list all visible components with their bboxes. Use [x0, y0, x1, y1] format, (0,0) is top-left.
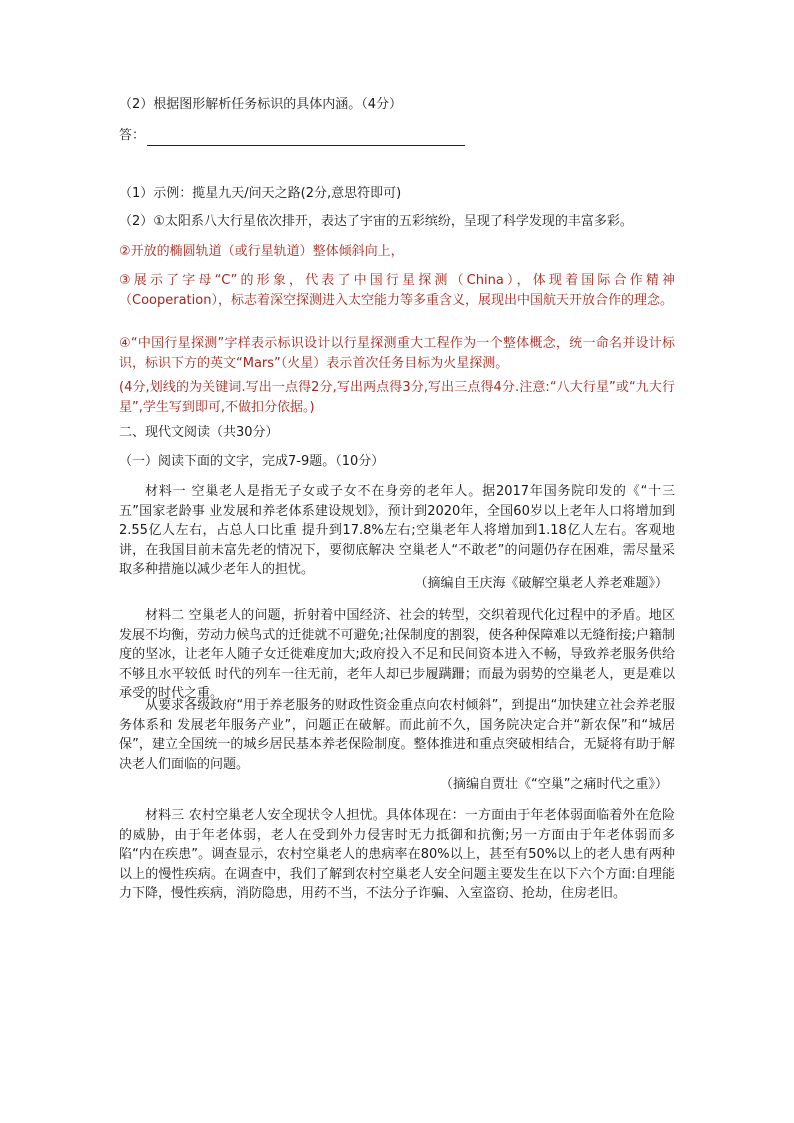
section-subtitle: （一）阅读下面的文字，完成7-9题。（10分）: [119, 454, 385, 469]
section-title: 二、现代文阅读（共30分）: [119, 425, 279, 440]
answer-label: 答：: [119, 128, 146, 143]
answer-2-point-2: ②开放的椭圆轨道（或行星轨道）整体倾斜向上，: [119, 244, 404, 259]
material-2-paragraph-1: 材料二 空巢老人的问题，折射着中国经济、社会的转型，交织着现代化过程中的矛盾。地区发展不均衡，劳动力候鸟式的迁徙就不可避免;社保制度的割裂，使各种保障难以无缝衔接;户籍制度的坚冰，让老年人随子女迁徙难度加大;政府投入不足和民间资本进入不畅，导致养老服务供给不够且水平较低 时代的列车一往无前，老年人却已步履蹒跚；而最为弱势的空巢老人，更是难以承受的时代之重。: [119, 608, 675, 701]
answer-2-point-4: ④“中国行星探测”字样表示标识设计以行星探测重大工程作为一个整体概念，统一命名并设计标识，标识下方的英文“Mars”（火星）表示首次任务目标为火星探测。: [119, 336, 675, 371]
material-2-source: （摘编自贾壮《“空巢”之痛时代之重》）: [440, 777, 668, 792]
material-1-source: （摘编自王庆海《破解空巢老人养老难题》）: [414, 576, 668, 591]
question-2: （2）根据图形解析任务标识的具体内涵。（4分）: [119, 97, 403, 112]
material-3: 材料三 农村空巢老人安全现状令人担忧。具体体现在：一方面由于年老体弱面临着外在危险的威胁，由于年老体弱，老人在受到外力侵害时无力抵御和抗衡;另一方面由于年老体弱而多陷“内在疾患”。调查显示，农村空巢老人的患病率在80%以上，甚至有50%以上的老人患有两种以上的慢性疾病。在调查中，我们了解到农村空巢老人安全问题主要发生在以下六个方面:自理能力下降，慢性疾病，消防隐患，用药不当，不法分子诈骗、入室盗窃、抢劫，住房老旧。: [119, 808, 675, 901]
scoring-note: (4分,划线的为关键词.写出一点得2分,写出两点得3分,写出三点得4分.注意:“八大行星”或“九大行星”,学生写到即可,不做扣分依据。): [119, 380, 675, 415]
material-1: 材料一 空巢老人是指无子女或子女不在身旁的老年人。据2017年国务院印发的《“十三五”国家老龄事 业发展和养老体系建设规划》，预计到2020年，全国60岁以上老年人口将增加到2.55亿人左右，占总人口比重 提升到17.8%左右;空巢老年人将增加到1.18亿人左右。客观地讲，在我国目前未富先老的情况下，要彻底解决 空巢老人“不敢老”的问题仍存在困难，需尽量采取多种措施以减少老年人的担忧。: [119, 484, 675, 577]
answer-row: [119, 126, 465, 146]
answer-1: （1）示例：揽星九天/问天之路(2分,意思符即可): [119, 186, 402, 201]
material-2-paragraph-2: 从要求各级政府“用于养老服务的财政性资金重点向农村倾斜”，到提出“加快建立社会养老服务体系和 发展老年服务产业”，问题正在破解。而此前不久，国务院决定合并“新农保”和“城居保”，建立全国统一的城乡居民基本养老保险制度。整体推进和重点突破相结合，无疑将有助于解决老人们面临的问题。: [119, 698, 675, 772]
answer-2-point-1: （2）①太阳系八大行星依次排开，表达了宇宙的五彩缤纷，呈现了科学发现的丰富多彩。: [119, 214, 633, 229]
answer-2-point-3: ③展示了字母“C”的形象，代表了中国行星探测（China），体现着国际合作精神（Cooperation），标志着深空探测进入太空能力等多重含义，展现出中国航天开放合作的理念。: [119, 273, 675, 308]
answer-blank-line: [147, 131, 465, 146]
